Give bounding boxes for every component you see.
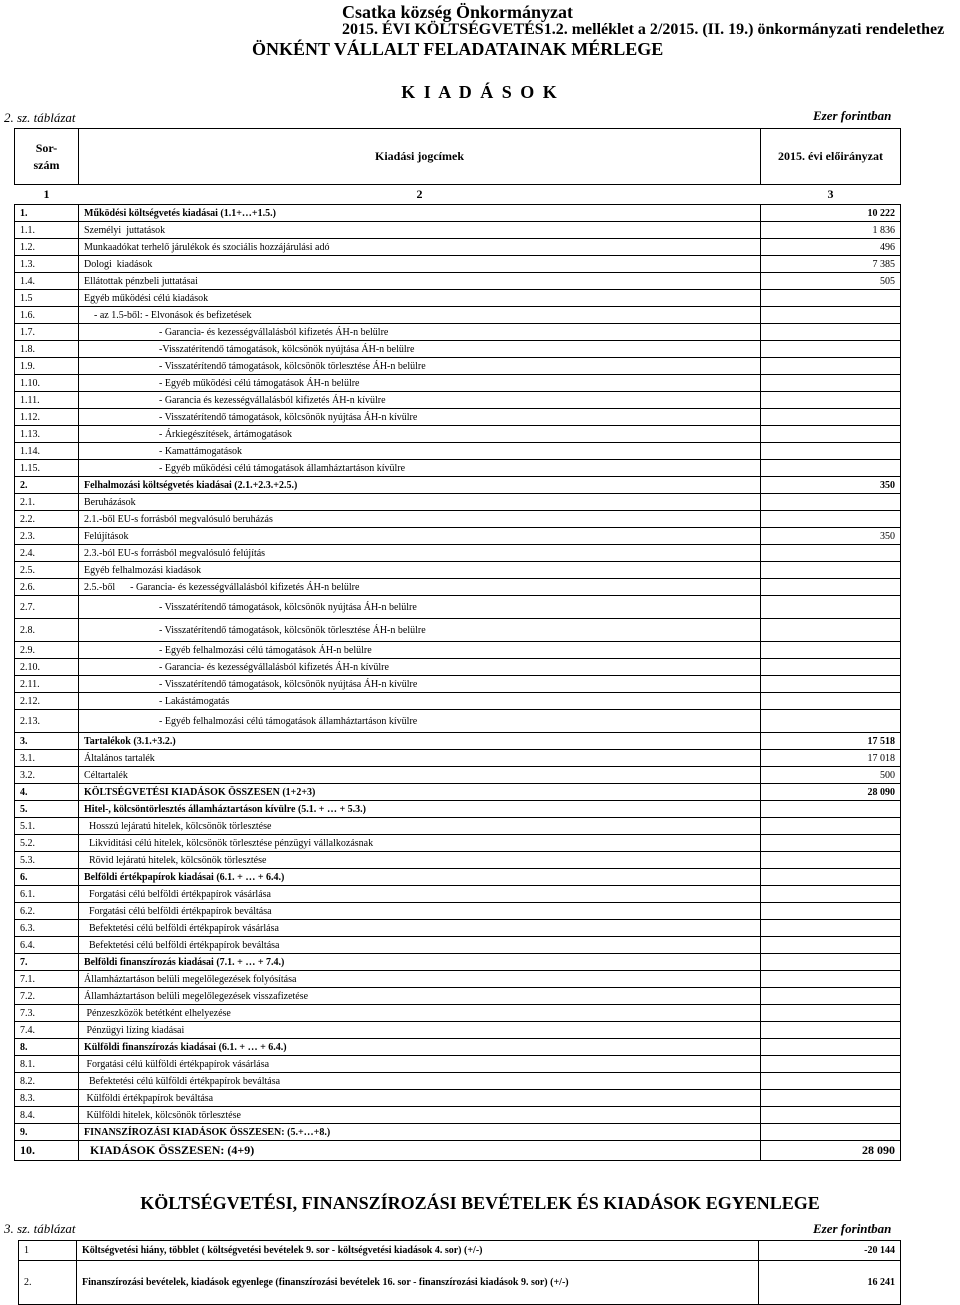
row-value [761,676,901,693]
row-value [761,545,901,562]
row-value: 496 [761,239,901,256]
row-name: 2.1.-ből EU-s forrásból megvalósuló beruházás [79,511,761,528]
row-value: 350 [761,477,901,494]
row-number: 1.7. [15,324,79,341]
balance-row [19,1241,901,1261]
row-value [761,659,901,676]
table-row [15,676,901,693]
row-number: 2.7. [15,596,79,619]
table-row [15,494,901,511]
table-row [15,659,901,676]
table-row [15,1124,901,1141]
row-number: 5.2. [15,835,79,852]
row-value [761,903,901,920]
table-row [15,273,901,290]
row-name: Ellátottak pénzbeli juttatásai [79,273,761,290]
row-value [761,562,901,579]
table2-unit: Ezer forintban [813,108,892,123]
row-value: 28 090 [761,784,901,801]
row-name: Egyéb működési célú kiadások [79,290,761,307]
row-number: 3.1. [15,750,79,767]
row-value [761,988,901,1005]
table-row [15,324,901,341]
col-header-number-line2: szám [33,157,60,172]
balance-row [19,1261,901,1305]
table-row [15,358,901,375]
row-number: 4. [15,784,79,801]
row-name: - Egyéb működési célú támogatások ÁH-n belülre [79,375,761,392]
table-row [15,818,901,835]
row-value: 350 [761,528,901,545]
row-name: Felújítások [79,528,761,545]
row-number: 1.5 [15,290,79,307]
row-name: Külföldi hitelek, kölcsönök törlesztése [79,1107,761,1124]
row-name: -Visszatérítendő támogatások, kölcsönök nyújtása ÁH-n belülre [79,341,761,358]
row-value [761,1124,901,1141]
row-name: Belföldi finanszírozás kiadásai (7.1. + … + 7.4.) [79,954,761,971]
table-row [15,511,901,528]
table2-label: 2. sz. táblázat [4,110,76,125]
row-name: Rövid lejáratú hitelek, kölcsönök törlesztése [79,852,761,869]
row-number: 6. [15,869,79,886]
row-number: 1.10. [15,375,79,392]
row-number: 2.4. [15,545,79,562]
col-header-name: Kiadási jogcímek [79,129,761,185]
row-name: Külföldi értékpapírok beváltása [79,1090,761,1107]
row-value [761,920,901,937]
table-row [15,545,901,562]
row-value [761,801,901,818]
row-name: Államháztartáson belüli megelőlegezések visszafizetése [79,988,761,1005]
row-number: 7. [15,954,79,971]
row-name: Pénzügyi lízing kiadásai [79,1022,761,1039]
row-number: 10. [15,1141,79,1161]
row-value [761,1107,901,1124]
table-row [15,205,901,222]
table-row [15,801,901,818]
row-name: - Kamattámogatások [79,443,761,460]
row-value [761,937,901,954]
row-name: - az 1.5-ből: - Elvonások és befizetések [79,307,761,324]
row-value [761,409,901,426]
table-row [15,562,901,579]
balance-title: KÖLTSÉGVETÉSI, FINANSZÍROZÁSI BEVÉTELEK ÉS KIADÁSOK EGYENLEGE [140,1193,820,1213]
row-number: 5.1. [15,818,79,835]
table-row [15,750,901,767]
row-value [761,818,901,835]
row-number: 1.3. [15,256,79,273]
row-number: 1.1. [15,222,79,239]
table-row [15,852,901,869]
row-name: KÖLTSÉGVETÉSI KIADÁSOK ÖSSZESEN (1+2+3) [79,784,761,801]
row-value [761,341,901,358]
row-value [761,460,901,477]
table-row [15,1022,901,1039]
section-title: K I A D Á S O K [401,82,559,102]
row-number: 8. [15,1039,79,1056]
table-row [15,256,901,273]
table-row [15,375,901,392]
col-header-value: 2015. évi előirányzat [761,129,901,185]
row-number: 1.8. [15,341,79,358]
row-value: 505 [761,273,901,290]
row-value: 28 090 [761,1141,901,1161]
row-name: Egyéb felhalmozási kiadások [79,562,761,579]
balance-row-name: Finanszírozási bevételek, kiadások egyenlege (finanszírozási bevételek 16. sor - finanszírozási kiadások 9. sor) (+/-) [77,1261,759,1305]
row-number: 7.2. [15,988,79,1005]
row-value [761,579,901,596]
row-value [761,642,901,659]
row-name: - Árkiegészítések, ártámogatások [79,426,761,443]
row-name: Belföldi értékpapírok kiadásai (6.1. + … + 6.4.) [79,869,761,886]
row-name: - Garancia- és kezességvállalásból kifizetés ÁH-n kívülre [79,659,761,676]
row-name: - Garancia- és kezességvállalásból kifizetés ÁH-n belülre [79,324,761,341]
row-number: 6.3. [15,920,79,937]
row-number: 1.11. [15,392,79,409]
table-row [15,443,901,460]
row-name: - Garancia és kezességvállalásból kifizetés ÁH-n kívülre [79,392,761,409]
row-name: Felhalmozási költségvetés kiadásai (2.1.+2.3.+2.5.) [79,477,761,494]
row-name: Külföldi finanszírozás kiadásai (6.1. + … + 6.4.) [79,1039,761,1056]
row-number: 5. [15,801,79,818]
row-number: 2.11. [15,676,79,693]
municipality-title: Csatka község Önkormányzat [342,2,574,22]
row-value [761,1090,901,1107]
row-value [761,307,901,324]
row-name: Pénzeszközök betétként elhelyezése [79,1005,761,1022]
row-name: Forgatási célú külföldi értékpapírok vásárlása [79,1056,761,1073]
row-number: 2.2. [15,511,79,528]
row-value [761,710,901,733]
table-row [15,290,901,307]
row-value [761,375,901,392]
row-number: 2.12. [15,693,79,710]
row-value: 7 385 [761,256,901,273]
table-row [15,710,901,733]
row-value: 1 836 [761,222,901,239]
row-value [761,869,901,886]
row-name: Befektetési célú belföldi értékpapírok vásárlása [79,920,761,937]
col-index-1: 1 [15,185,79,205]
row-value [761,886,901,903]
row-value [761,1005,901,1022]
table-row [15,954,901,971]
row-number: 1.4. [15,273,79,290]
row-value [761,1022,901,1039]
row-name: Forgatási célú belföldi értékpapírok vásárlása [79,886,761,903]
row-name: FINANSZÍROZÁSI KIADÁSOK ÖSSZESEN: (5.+…+8.) [79,1124,761,1141]
row-number: 1. [15,205,79,222]
row-name: Hosszú lejáratú hitelek, kölcsönök törlesztése [79,818,761,835]
row-number: 6.4. [15,937,79,954]
row-number: 1.2. [15,239,79,256]
expenditure-table [14,128,901,1161]
row-name: Általános tartalék [79,750,761,767]
row-value [761,358,901,375]
row-value [761,1039,901,1056]
row-number: 3.2. [15,767,79,784]
row-value [761,1056,901,1073]
row-name: Beruházások [79,494,761,511]
row-number: 2.6. [15,579,79,596]
balance-row-number: 2. [19,1261,77,1305]
col-index-3: 3 [761,185,901,205]
row-name: Személyi juttatások [79,222,761,239]
balance-row-value: -20 144 [759,1241,901,1261]
row-number: 2.8. [15,619,79,642]
table-row [15,693,901,710]
row-name: Dologi kiadások [79,256,761,273]
row-number: 8.4. [15,1107,79,1124]
table3-unit: Ezer forintban [813,1221,892,1236]
row-value [761,1073,901,1090]
row-number: 8.3. [15,1090,79,1107]
row-number: 7.1. [15,971,79,988]
row-name: - Visszatérítendő támogatások, kölcsönök nyújtása ÁH-n belülre [79,596,761,619]
table-row [15,596,901,619]
row-name: - Egyéb működési célú támogatások államháztartáson kívülre [79,460,761,477]
row-value [761,494,901,511]
row-value [761,693,901,710]
row-name: Likviditási célú hitelek, kölcsönök törlesztése pénzügyi vállalkozásnak [79,835,761,852]
row-number: 7.4. [15,1022,79,1039]
row-value [761,596,901,619]
row-name: - Visszatérítendő támogatások, kölcsönök nyújtása ÁH-n kívülre [79,676,761,693]
row-value [761,392,901,409]
row-number: 1.6. [15,307,79,324]
table-row [15,1107,901,1124]
balance-row-value: 16 241 [759,1261,901,1305]
table-row [15,784,901,801]
table-row [15,1005,901,1022]
row-name: - Visszatérítendő támogatások, kölcsönök törlesztése ÁH-n belülre [79,619,761,642]
row-name: - Egyéb felhalmozási célú támogatások államháztartáson kívülre [79,710,761,733]
row-name: Működési költségvetés kiadásai (1.1+…+1.5.) [79,205,761,222]
table-row [15,619,901,642]
balance-row-name: Költségvetési hiány, többlet ( költségvetési bevételek 9. sor - költségvetési kiadások 4. sor) (+/-) [77,1241,759,1261]
col-header-number-line1: Sor- [35,140,58,155]
row-name: Tartalékok (3.1.+3.2.) [79,733,761,750]
row-value [761,835,901,852]
row-name: KIADÁSOK ÖSSZESEN: (4+9) [79,1141,761,1161]
row-name: - Lakástámogatás [79,693,761,710]
row-name: 2.5.-ből - Garancia- és kezességvállalásból kifizetés ÁH-n belülre [79,579,761,596]
row-number: 2.10. [15,659,79,676]
row-number: 2.5. [15,562,79,579]
table-row [15,426,901,443]
table-row [15,341,901,358]
row-name: Céltartalék [79,767,761,784]
balance-row-number: 1 [19,1241,77,1261]
table-row [15,767,901,784]
table-row [15,1039,901,1056]
balance-subtitle: ÖNKÉNT VÁLLALT FELADATAINAK MÉRLEGE [252,39,664,59]
row-number: 6.1. [15,886,79,903]
row-name: Befektetési célú külföldi értékpapírok beváltása [79,1073,761,1090]
row-value: 10 222 [761,205,901,222]
row-name: - Egyéb felhalmozási célú támogatások ÁH-n belülre [79,642,761,659]
table-row [15,869,901,886]
table-row [15,1090,901,1107]
table-row [15,1073,901,1090]
row-value [761,954,901,971]
row-value [761,324,901,341]
table-row [15,477,901,494]
row-number: 1.12. [15,409,79,426]
row-name: Államháztartáson belüli megelőlegezések folyósítása [79,971,761,988]
row-number: 7.3. [15,1005,79,1022]
expenditure-rows [15,205,901,1161]
row-number: 1.13. [15,426,79,443]
row-number: 2.13. [15,710,79,733]
row-name: Hitel-, kölcsöntörlesztés államháztartáson kívülre (5.1. + … + 5.3.) [79,801,761,818]
row-value [761,619,901,642]
row-value [761,971,901,988]
row-number: 8.2. [15,1073,79,1090]
row-value: 17 518 [761,733,901,750]
row-value [761,852,901,869]
table-row [15,971,901,988]
row-name: Befektetési célú belföldi értékpapírok beváltása [79,937,761,954]
table-row [15,733,901,750]
table-row [15,528,901,545]
col-index-2: 2 [79,185,761,205]
row-number: 1.9. [15,358,79,375]
table-row [15,1141,901,1161]
row-number: 1.14. [15,443,79,460]
table-row [15,392,901,409]
table-row [15,239,901,256]
row-number: 1.15. [15,460,79,477]
col-header-number [15,129,79,185]
row-number: 2.1. [15,494,79,511]
row-value [761,426,901,443]
table-row [15,1056,901,1073]
row-name: Munkaadókat terhelő járulékok és szociális hozzájárulási adó [79,239,761,256]
row-number: 9. [15,1124,79,1141]
annex-title: 2015. ÉVI KÖLTSÉGVETÉS1.2. melléklet a 2/2015. (II. 19.) önkormányzati rendelethez [342,21,945,38]
row-value: 500 [761,767,901,784]
row-number: 2.9. [15,642,79,659]
row-value [761,443,901,460]
table-row [15,409,901,426]
table-row [15,579,901,596]
table-row [15,886,901,903]
balance-table [18,1240,901,1305]
row-number: 6.2. [15,903,79,920]
row-name: 2.3.-ból EU-s forrásból megvalósuló felújítás [79,545,761,562]
row-value [761,290,901,307]
table-row [15,937,901,954]
table-row [15,307,901,324]
table-row [15,988,901,1005]
row-name: - Visszatérítendő támogatások, kölcsönök törlesztése ÁH-n belülre [79,358,761,375]
table-row [15,835,901,852]
row-number: 2.3. [15,528,79,545]
row-number: 5.3. [15,852,79,869]
row-name: Forgatási célú belföldi értékpapírok beváltása [79,903,761,920]
table3-label: 3. sz. táblázat [4,1221,76,1236]
row-name: - Visszatérítendő támogatások, kölcsönök nyújtása ÁH-n kívülre [79,409,761,426]
row-value [761,511,901,528]
table-row [15,903,901,920]
row-number: 3. [15,733,79,750]
table-row [15,920,901,937]
row-value: 17 018 [761,750,901,767]
table-row [15,460,901,477]
row-number: 2. [15,477,79,494]
table-row [15,642,901,659]
table-row [15,222,901,239]
row-number: 8.1. [15,1056,79,1073]
